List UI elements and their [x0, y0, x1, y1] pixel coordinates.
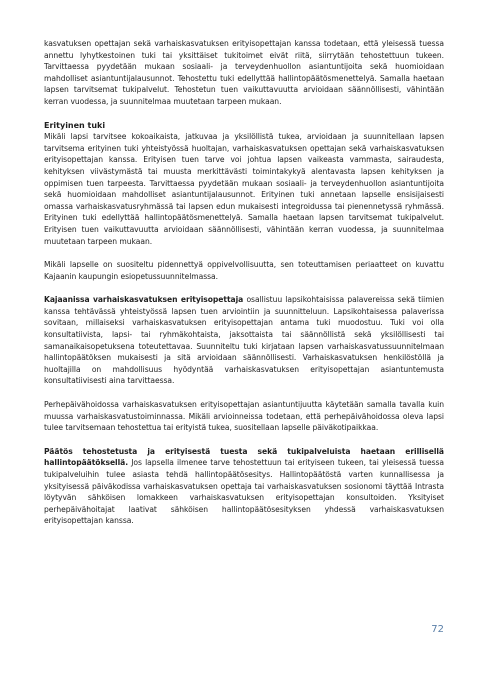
paragraph-erityisopettaja-body: osallistuu lapsikohtaisissa palavereissa sekä tiimien kanssa tehtävässä yhteistyössä lapsen tuen arviointiin ja suunnitteluun. Lapsikohtaisessa palaverissa sovitaan, millaiseksi varhaiskasvatuksen erityisopettajan antama tuki muodostuu. Tuki voi olla konsultatiivista, lapsi- tai ryhmäkohtaista, jaksottaista tai säännöllistä sekä yksilöllisesti tai samanaikaisopetuksena toteutettavaa. Suunniteltu tuki kirjataan lapsen varhaiskasvatussuunnitelmaan hallintopäätöksen mukaisesti ja sitä arvioidaan säännöllisesti. Varhaiskasvatuksen henkilöstöllä ja huoltajilla on mahdollisuus hyödyntää varhaiskasvatuksen erityisopettajan asiantuntemusta konsultatiivisesti aina tarvittaessa.	[44, 295, 445, 386]
document-page	[44, 38, 444, 539]
paragraph-pidennetty-oppivelvollisuus: Mikäli lapselle on suositeltu pidennettyä oppivelvollisuutta, sen toteuttamisen periaatteet on kuvattu Kajaanin kaupungin esiopetussuunnitelmassa.	[44, 260, 444, 281]
heading-erityinen-tuki: Erityinen tuki	[44, 120, 106, 130]
paragraph-perhepaivahoito: Perhepäivähoidossa varhaiskasvatuksen erityisopettajan asiantuntijuutta käytetään samalla tavalla kuin muussa varhaiskasvatustoiminnassa. Mikäli arvioinneissa todetaan, että perhepäivähoidossa oleva lapsi tulee tarvitsemaan tehostettua tai erityistä tukea, suositellaan lapselle päiväkotipaikkaa.	[44, 400, 444, 433]
paragraph-tehostettu-tuki: kasvatuksen opettajan sekä varhaiskasvatuksen erityisopettajan kanssa todetaan, että yleisessä tuessa annettu lyhytkestoinen tuki tai yksittäiset tukitoimet eivät riitä, siirrytään tehostettuun tukeen. Tarvittaessa pyydetään mukaan sosiaali- ja terveydenhuollon asiantuntijoita sekä huomioidaan mahdolliset asiantuntijalausunnot. Tehostettu tuki edellyttää hallintopäätösmenettelyä. Samalla haetaan lapsen tarvitsemat tukipalvelut. Tehostetun tuen vaikuttavuutta arvioidaan säännöllisesti, vähintään kerran vuodessa, ja suunnitelmaa muutetaan tarpeen mukaan.	[44, 39, 444, 106]
paragraph-erityinen-tuki: Mikäli lapsi tarvitsee kokoaikaista, jatkuvaa ja yksilöllistä tukea, arvioidaan ja suunnitellaan lapsen tarvitsema erityinen tuki yhteistyössä huoltajan, varhaiskasvatuksen opettajan sekä varhaiskasvatuksen erityisopettajan kanssa. Erityisen tuen tarve voi johtua lapsen vaikeasta vammasta, sairaudesta, kehityksen viivästymästä tai muusta merkittävästi toimintakykyä alentavasta lapsen kehityksen ja oppimisen tuen tarpeesta. Tarvittaessa pyydetään mukaan sosiaali- ja terveydenhuollon asiantuntijoita sekä huomioidaan mahdolliset asiantuntijalausunnot. Erityinen tuki annetaan lapselle ensisijaisesti omassa varhaiskasvatusryhmässä tai lapsen edun mukaisesti integroidussa tai pienennetyssä ryhmässä. Erityinen tuki edellyttää hallintopäätösmenettelyä. Samalla haetaan lapsen tarvitsemat tukipalvelut. Erityisen tuen vaikuttavuutta arvioidaan säännöllisesti, vähintään kerran vuodessa, ja suunnitelmaa muutetaan tarpeen mukaan.	[44, 132, 444, 246]
paragraph-hallintopaatos-lead: Päätös tehostetusta ja erityisestä tuesta sekä tukipalveluista haetaan erillisellä hallintopäätöksellä.	[44, 446, 444, 468]
page-number: 72	[431, 624, 444, 635]
paragraph-hallintopaatos	[44, 446, 444, 527]
paragraph-erityisopettaja	[44, 294, 444, 387]
paragraph-hallintopaatos-body: Jos lapsella ilmenee tarve tehostettuun tai erityiseen tukeen, tai yleisessä tuessa tukipalveluihin tulee asiasta tehdä hallintopäätösesitys. Hallintopäätöstä varten kunnallisessa ja yksityisessä päiväkodissa varhaiskasvatuksen opettaja tai varhaiskasvatuksen sosionomi täyttää Intrasta löytyvän sähköisen lomakkeen varhaiskasvatuksen erityisopettajan konsultoiden. Yksityiset perhepäivähoitajat laativat sähköisen hallintopäätösesityksen yhdessä varhaiskasvatuksen erityisopettajan kanssa.	[44, 458, 444, 526]
paragraph-erityisopettaja-lead: Kajaanissa varhaiskasvatuksen erityisopettaja	[44, 295, 244, 305]
